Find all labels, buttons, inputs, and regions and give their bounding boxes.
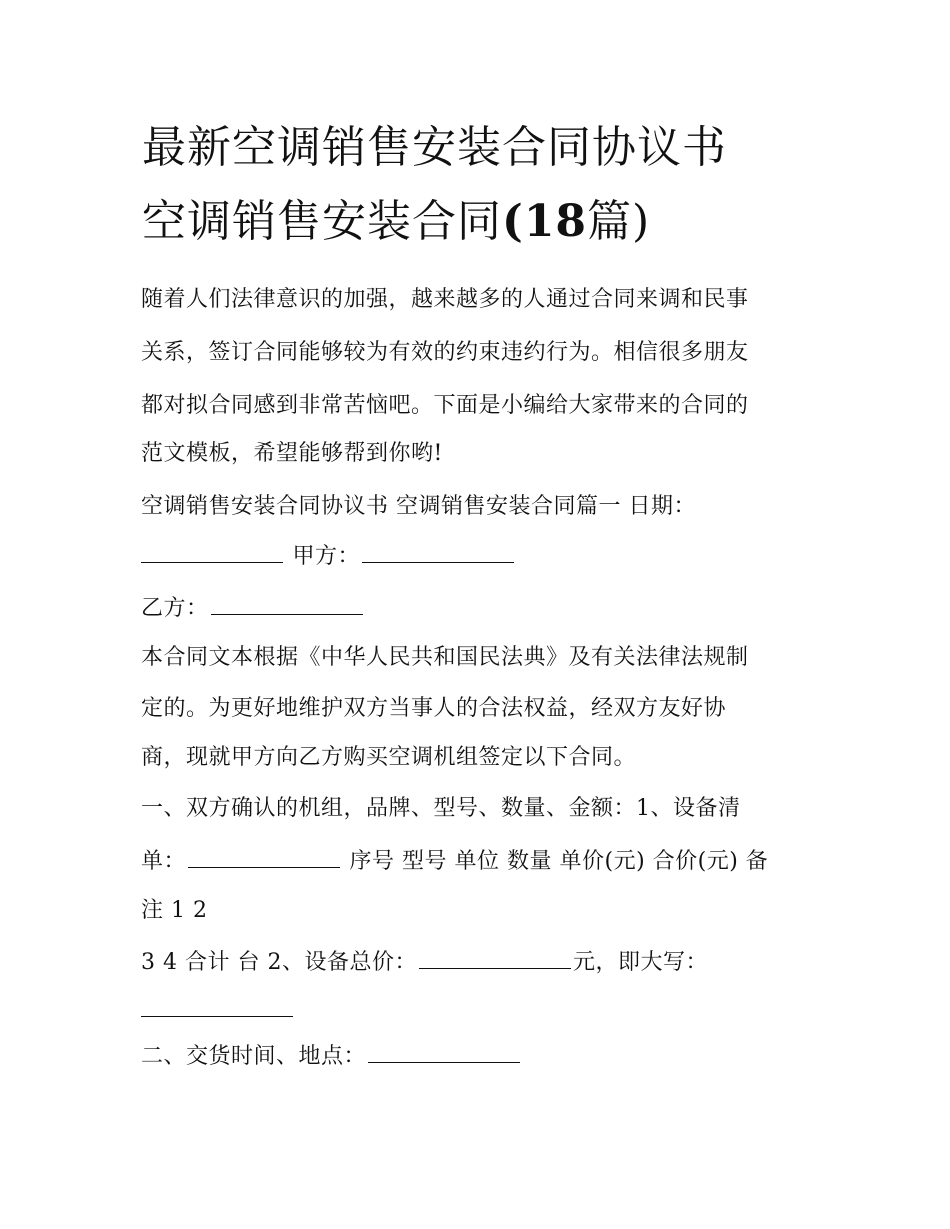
total-price-blank	[419, 946, 571, 969]
delivery-label: 二、交货时间、地点：	[141, 1044, 367, 1069]
clause1-line-2	[141, 845, 768, 877]
clause1-line-4	[141, 946, 708, 978]
equipment-table-headers: 序号 型号 单位 数量 单价(元) 合价(元) 备	[349, 849, 769, 874]
title-line2-text: 空调销售安装合同	[142, 196, 502, 247]
party-a-blank	[362, 540, 514, 563]
uppercase-amount-line	[141, 994, 295, 1026]
equipment-list-blank	[188, 845, 340, 868]
total-price-label: 3 4 合计 台 2、设备总价：	[141, 950, 417, 975]
clause1-line-3: 注 1 2	[141, 898, 208, 923]
intro-line-1: 随着人们法律意识的加强，越来越多的人通过合同来调和民事	[141, 287, 749, 312]
uppercase-amount-label: 元，即大写：	[572, 950, 708, 975]
intro-line-4: 范文模板，希望能够帮到你哟!	[141, 441, 443, 466]
intro-line-3: 都对拟合同感到非常苦恼吧。下面是小编给大家带来的合同的	[141, 393, 749, 418]
date-party-a-line	[141, 540, 516, 572]
date-blank	[141, 540, 283, 563]
equipment-list-label: 单：	[141, 849, 187, 874]
document-title-line1: 最新空调销售安装合同协议书	[142, 122, 727, 173]
intro-line-2: 关系，签订合同能够较为有效的约束违约行为。相信很多朋友	[141, 340, 749, 365]
basis-line-1: 本合同文本根据《中华人民共和国民法典》及有关法律法规制	[141, 645, 749, 670]
party-b-label: 乙方：	[141, 596, 209, 621]
delivery-blank	[368, 1040, 520, 1063]
clause2-line	[141, 1040, 522, 1072]
heading-line: 空调销售安装合同协议书 空调销售安装合同篇一 日期：	[141, 494, 696, 519]
title-line2-tail: 篇)	[587, 196, 651, 247]
basis-line-3: 商，现就甲方向乙方购买空调机组签定以下合同。	[141, 745, 637, 770]
party-a-label: 甲方：	[292, 544, 361, 569]
clause1-line-1: 一、双方确认的机组，品牌、型号、数量、金额：1、设备清	[141, 796, 741, 821]
document-title-line2	[142, 196, 842, 248]
party-b-line	[141, 592, 365, 624]
basis-line-2: 定的。为更好地维护双方当事人的合法权益，经双方友好协	[141, 696, 727, 721]
title-line2-count: (18	[502, 196, 588, 247]
party-b-blank	[211, 592, 363, 615]
uppercase-amount-blank	[141, 994, 293, 1017]
